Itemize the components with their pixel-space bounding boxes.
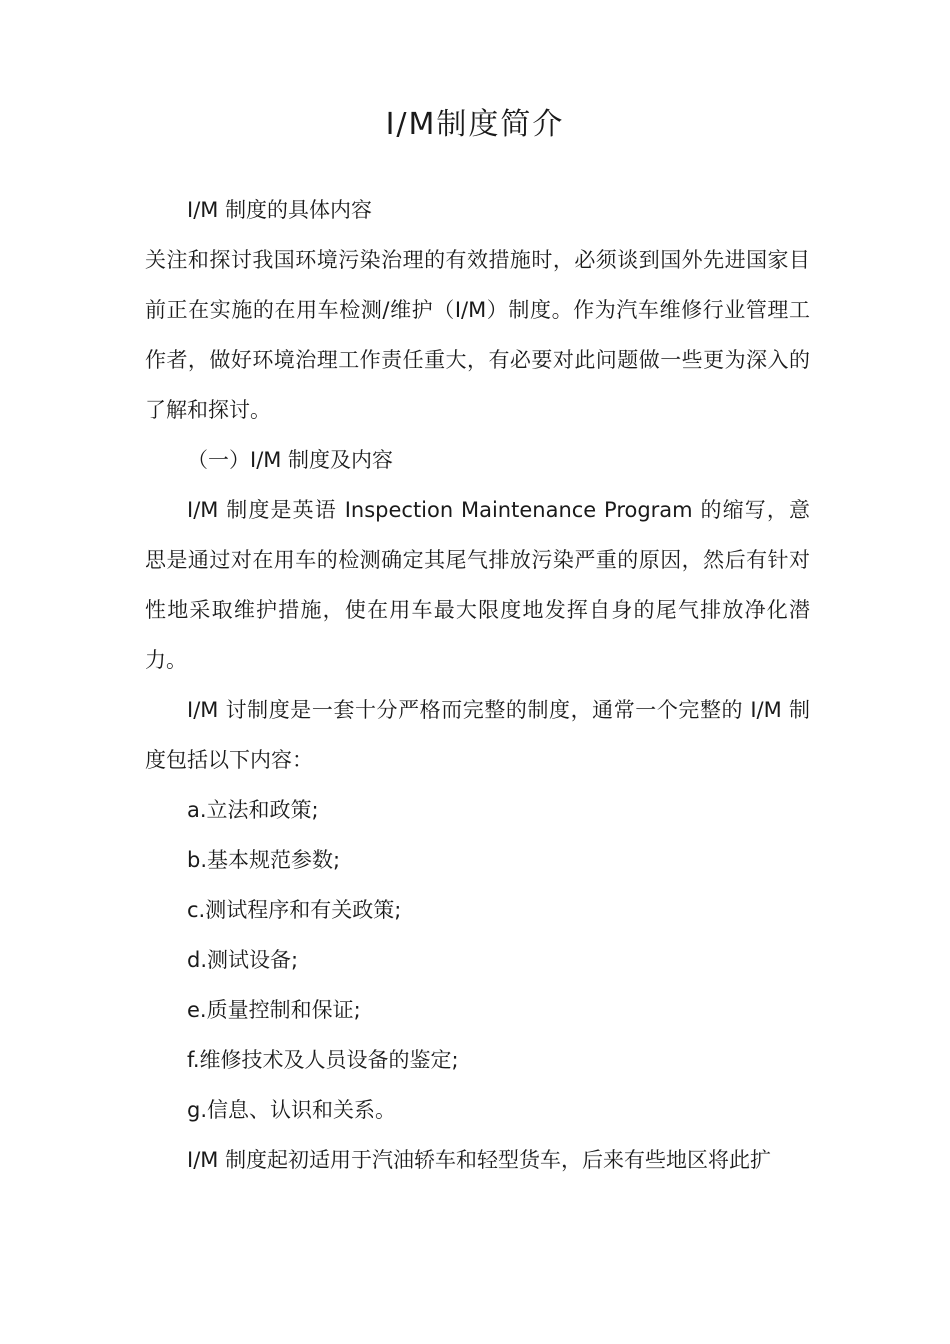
list-item: a.立法和政策;: [187, 798, 319, 822]
list-item: d.测试设备;: [187, 948, 299, 972]
scope-paragraph: I/M 制度起初适用于汽油轿车和轻型货车，后来有些地区将此扩: [187, 1148, 772, 1172]
document-body: [145, 185, 810, 1185]
definition-paragraph: I/M 制度是英语 Inspection Maintenance Program 的缩写，意思是通过对在用车的检测确定其尾气排放污染严重的原因，然后有针对性地采取维护措施，使在用车最大限度地发挥自身的尾气排放净化潜力。: [145, 498, 810, 672]
list-item: c.测试程序和有关政策;: [187, 898, 402, 922]
list-item: f.维修技术及人员设备的鉴定;: [187, 1048, 459, 1072]
page-title: I/M制度简介: [385, 107, 565, 142]
intro-paragraph: 关注和探讨我国环境污染治理的有效措施时，必须谈到国外先进国家目前正在实施的在用车检测/维护（I/M）制度。作为汽车维修行业管理工作者，做好环境治理工作责任重大，有必要对此问题做一些更为深入的了解和探讨。: [145, 248, 810, 422]
contents-intro-paragraph: I/M 讨制度是一套十分严格而完整的制度，通常一个完整的 I/M 制度包括以下内容：: [145, 698, 810, 772]
list-item: b.基本规范参数;: [187, 848, 341, 872]
section-heading: I/M 制度的具体内容: [187, 198, 373, 222]
list-item: g.信息、认识和关系。: [187, 1098, 397, 1122]
subheading-im-system: （一）I/M 制度及内容: [187, 448, 394, 472]
list-item: e.质量控制和保证;: [187, 998, 361, 1022]
